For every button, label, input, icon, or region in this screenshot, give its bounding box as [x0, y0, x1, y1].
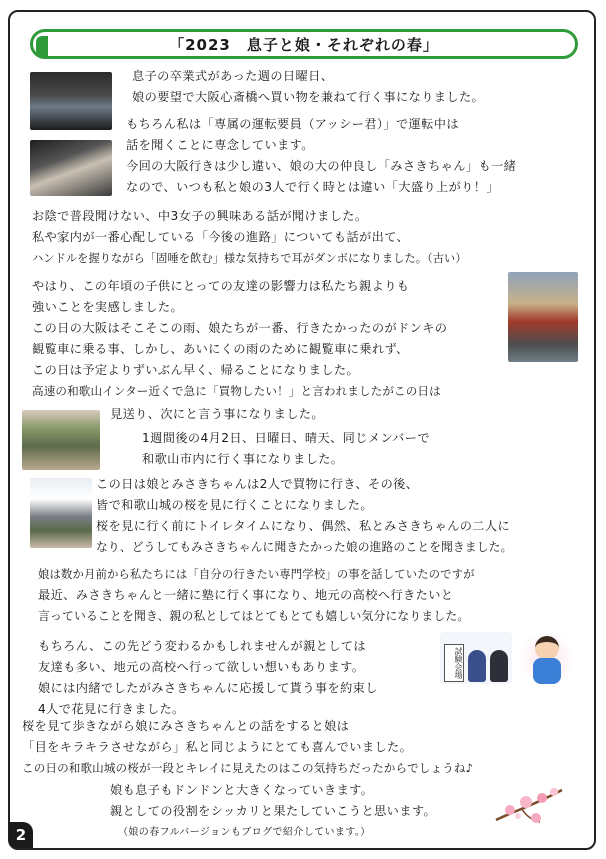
paragraph-3-line-3: ハンドルを握りながら「固唾を飲む」様な気持ちで耳がダンボになりました。（古い） — [32, 252, 467, 265]
paragraph-5-line-1: 見送り、次にと言う事になりました。 — [110, 407, 324, 421]
paragraph-10-line-1: 桜を見て歩きながら娘にみさきちゃんとの話をすると娘は — [22, 719, 350, 733]
boy-head — [535, 636, 559, 660]
paragraph-1-line-2: 娘の要望で大阪心斎橋へ買い物を兼ねて行く事になりました。 — [132, 90, 485, 104]
article-title — [30, 29, 578, 59]
exam-hall-illustration — [440, 632, 512, 684]
paragraph-7-line-3: 桜を見に行く前にトイレタイムになり、偶然、私とみさきちゃんの二人に — [96, 519, 511, 533]
paragraph-7-line-1: この日は娘とみさきちゃんは2人で買物に行き、その後、 — [96, 477, 419, 491]
wakayama-castle-photo — [30, 478, 92, 548]
paragraph-8-line-1: 娘は数か月前から私たちには「自分の行きたい専門学校」の事を話していたのですが — [38, 567, 475, 581]
paragraph-7-line-2: 皆で和歌山城の桜を見に行くことになりました。 — [96, 498, 373, 512]
osaka-street-photo — [508, 272, 578, 362]
cherry-blossom-illustration — [492, 782, 566, 826]
paragraph-4-line-4: 観覧車に乗る事、しかし、あいにくの雨のために観覧車に乗れず、 — [32, 342, 409, 356]
paragraph-4-line-6: 高速の和歌山インター近くで急に「買物したい！」と言われましたがこの日は — [32, 384, 441, 398]
passengers-photo — [30, 140, 112, 196]
paragraph-9-line-3: 娘には内緒でしたがみさきちゃんに応援して貰う事を約束し — [38, 681, 378, 695]
paragraph-11-line-1: 娘も息子もドンドンと大きくなっていきます。 — [110, 783, 374, 797]
paragraph-9-line-2: 友達も多い、地元の高校へ行って欲しい想いもあります。 — [38, 660, 365, 674]
paragraph-8-line-3: 言っていることを聞き、親の私としてはとてもとても嬉しい気分になりました。 — [38, 609, 470, 623]
article-title-text: 「2023 息子と娘・それぞれの春」 — [169, 35, 439, 54]
title-accent-bar — [36, 36, 48, 56]
page-number — [9, 822, 33, 848]
paragraph-1-line-1: 息子の卒業式があった週の日曜日、 — [132, 69, 334, 83]
paragraph-2-line-1: もちろん私は「専属の運転要員（アッシー君）」で運転中は — [126, 117, 459, 131]
paragraph-2-line-4: なので、いつも私と娘の3人で行く時とは違い「大盛り上がり！」 — [126, 180, 499, 194]
paragraph-4-line-2: 強いことを実感しました。 — [32, 300, 184, 314]
paragraph-6-line-2: 和歌山市内に行く事になりました。 — [142, 452, 344, 466]
paragraph-10-line-2: 「目をキラキラさせながら」私と同じようにとても喜んでいました。 — [22, 740, 413, 754]
student-figure — [468, 650, 486, 682]
exam-hall-sign: 試験会場 — [444, 644, 464, 682]
paragraph-3-line-2: 私や家内が一番心配している「今後の進路」についても話が出て、 — [32, 230, 410, 244]
paragraph-2-line-2: 話を聞くことに専念しています。 — [126, 138, 314, 152]
paragraph-9-line-1: もちろん、この先どう変わるかもしれませんが親としては — [38, 639, 367, 653]
paragraph-10-line-3: この日の和歌山城の桜が一段とキレイに見えたのはこの気持ちだったからでしょうね♪ — [22, 761, 474, 775]
paragraph-4-line-1: やはり、この年頃の子供にとっての友達の影響力は私たち親よりも — [32, 279, 410, 293]
paragraph-6-line-1: 1週間後の4月2日、日曜日、晴天、同じメンバーで — [142, 431, 430, 445]
car-interior-photo — [30, 72, 112, 130]
paragraph-7-line-4: なり、どうしてもみさきちゃんに聞きたかった娘の進路のことを聞きました。 — [96, 540, 513, 554]
paragraph-9-line-4: 4人で花見に行きました。 — [38, 702, 185, 716]
paragraph-4-line-5: この日は予定よりずいぶん早く、帰ることになりました。 — [32, 363, 360, 377]
paragraph-3-line-1: お陰で普段聞けない、中3女子の興味ある話が聞けました。 — [32, 209, 368, 223]
parent-figure — [490, 650, 508, 682]
paragraph-4-line-3: この日の大阪はそこそこの雨、娘たちが一番、行きたかったのがドンキの — [32, 321, 448, 335]
page-number-text: 2 — [15, 826, 27, 844]
footnote: （娘の春フルバージョンもブログで紹介しています。） — [118, 827, 371, 838]
park-trees-photo — [22, 410, 100, 470]
happy-boy-illustration — [519, 630, 575, 688]
paragraph-8-line-2: 最近、みさきちゃんと一緒に塾に行く事になり、地元の高校へ行きたいと — [38, 588, 454, 602]
paragraph-2-line-3: 今回の大阪行きは少し違い、娘の大の仲良し「みさきちゃん」も一緒 — [126, 159, 517, 173]
boy-body — [533, 658, 561, 684]
paragraph-11-line-2: 親としての役割をシッカリと果たしていこうと思います。 — [110, 804, 437, 818]
